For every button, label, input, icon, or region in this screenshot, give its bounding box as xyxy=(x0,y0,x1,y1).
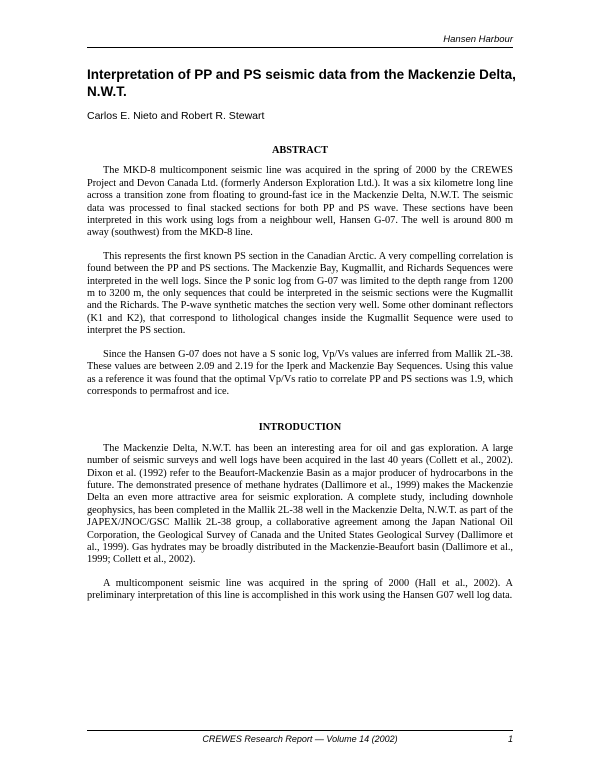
introduction-paragraph: A multicomponent seismic line was acquired in the spring of 2000 (Hall et al., 2002). A preliminary interpretation of this line is accomplished in this work using the Hansen G07 well log data. xyxy=(87,577,513,602)
paper-body xyxy=(87,145,513,614)
running-head: Hansen Harbour xyxy=(443,34,513,45)
section-spacer xyxy=(87,409,513,422)
abstract-section xyxy=(87,145,513,398)
abstract-paragraph: This represents the first known PS section in the Canadian Arctic. A very compelling correlation is found between the PP and PS sections. The Mackenzie Bay, Kugmallit, and Richards Sequences were interpreted in the well logs. Since the P sonic log from G-07 was limited to the depth range from 1200 m to 3200 m, the only sequences that could be interpreted in the seismic sections were the Kugmallit and the Richards. The P-wave synthetic matches the section very well. Some other dominant reflectors (K1 and K2), that correspond to lithological changes inside the Kugmallit Sequence were used to interpret the PS section. xyxy=(87,250,513,337)
footer-rule xyxy=(87,730,513,731)
report-footer: CREWES Research Report — Volume 14 (2002) xyxy=(202,734,398,744)
abstract-paragraph: The MKD-8 multicomponent seismic line was acquired in the spring of 2000 by the CREWES Project and Devon Canada Ltd. (formerly Anderson Exploration Ltd.). It was a six kilometre long line across a transition zone from floating to ground-fast ice in the Mackenzie Delta, N.W.T. The seismic data was processed to final stacked sections for both PP and PS wave. These sections have been interpreted in this work using logs from a neighbour well, Hansen G-07. The well is around 800 m away (southwest) from the MKD-8 line. xyxy=(87,165,513,239)
header-rule xyxy=(87,47,513,48)
introduction-section xyxy=(87,422,513,602)
paper-title: Interpretation of PP and PS seismic data from the Mackenzie Delta, N.W.T. xyxy=(87,67,516,99)
introduction-paragraph: The Mackenzie Delta, N.W.T. has been an interesting area for oil and gas exploration. A large number of seismic surveys and well logs have been acquired in the last 40 years (Collett et al., 2002). Dixon et al. (1992) refer to the Beaufort-Mackenzie Basin as a major producer of hydrocarbons in the future. The demonstrated presence of methane hydrates (Dallimore et al., 1999) makes the Mackenzie Delta an even more attractive area for seismic exploration. A complete study, including downhole geophysics, has been completed in the Mallik 2L-38 well in the Mackenzie Delta, N.W.T. as part of the JAPEX/JNOC/GSC Mallik 2L-38 group, a collaborative agreement among the Japan National Oil Corporation, the Geological Survey of Canada and the United States Geological Survey (Dallimore et al., 1999). Gas hydrates may be broadly distributed in the Mackenzie-Beaufort basin (Dallimore et al., 1999; Collett et al., 2002). xyxy=(87,442,513,566)
abstract-heading: ABSTRACT xyxy=(271,145,329,156)
author-list: Carlos E. Nieto and Robert R. Stewart xyxy=(87,110,265,122)
introduction-heading: INTRODUCTION xyxy=(258,422,342,434)
abstract-paragraph: Since the Hansen G-07 does not have a S sonic log, Vp/Vs values are inferred from Mallik 2L-38. These values are between 2.09 and 2.19 for the Iperk and Mackenzie Bay Sequences. Using this value as a reference it was found that the optimal Vp/Vs ratio to correlate PP and PS sections was 1.9, which corresponds to permafrost and ice. xyxy=(87,348,513,397)
page-number: 1 xyxy=(507,734,513,744)
